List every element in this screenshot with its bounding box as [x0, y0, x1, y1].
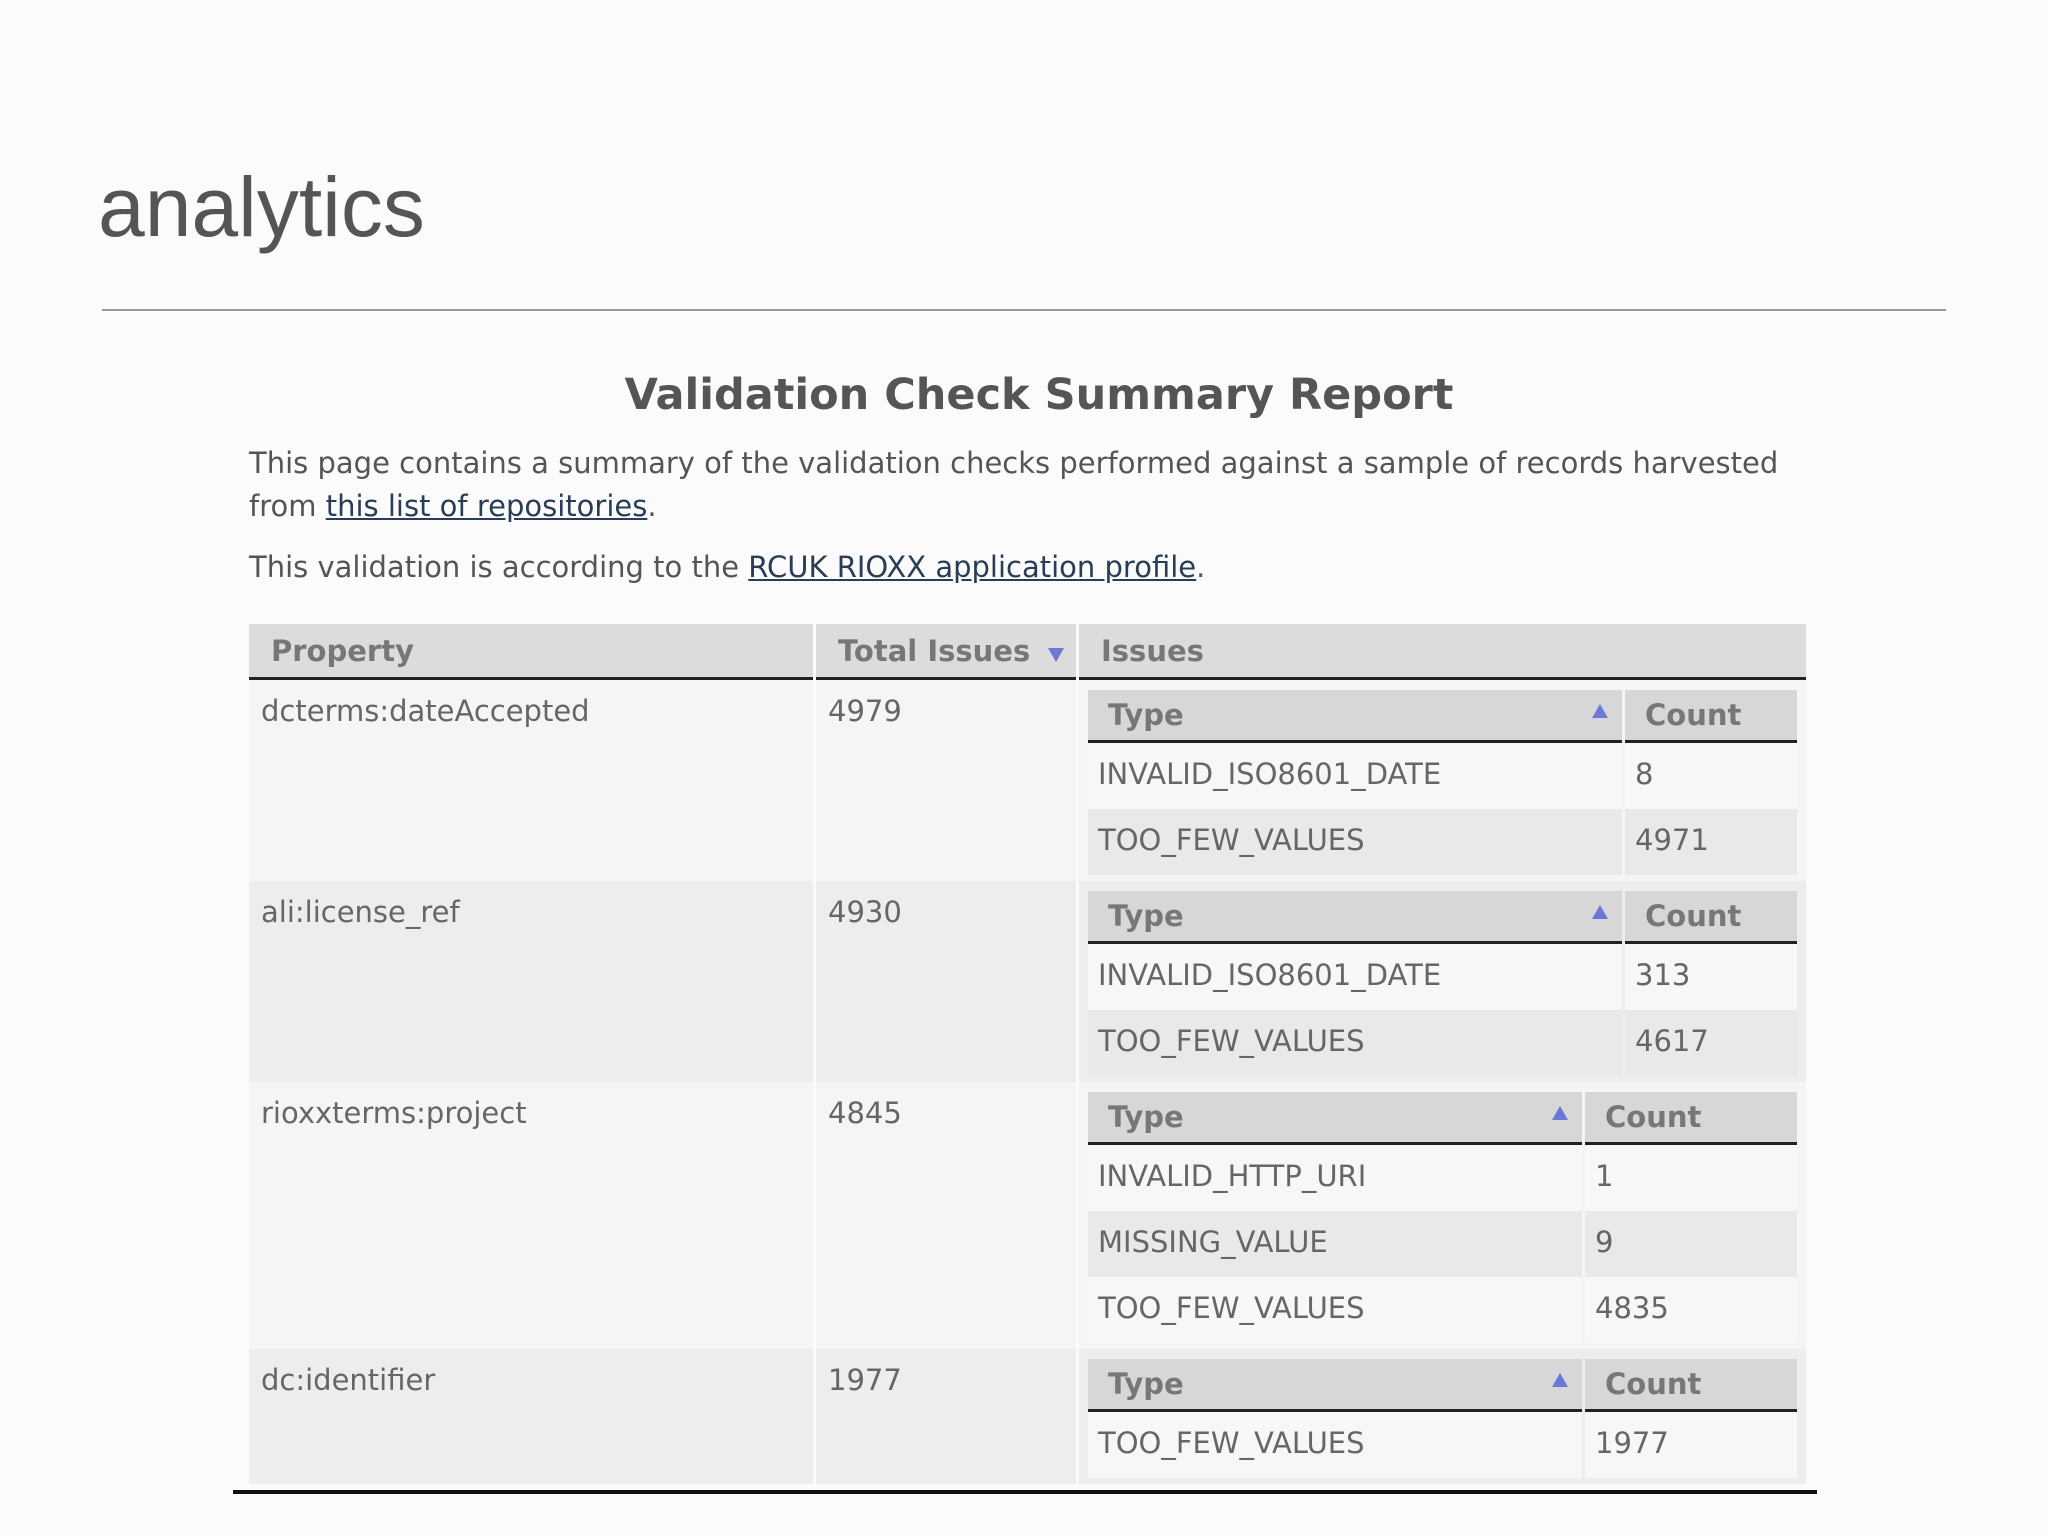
report-content — [249, 370, 1809, 607]
type-label: Type — [1108, 1100, 1184, 1134]
issue-count: 4971 — [1625, 809, 1797, 875]
issue-count: 1977 — [1585, 1412, 1797, 1478]
issue-type: TOO_FEW_VALUES — [1088, 1277, 1582, 1343]
issue-row — [1088, 944, 1797, 1010]
issues-table — [1085, 690, 1800, 875]
type-label: Type — [1108, 698, 1184, 732]
inner-header-count[interactable]: Count — [1625, 891, 1797, 944]
intro-end: . — [647, 489, 657, 523]
sort-descending-icon — [1048, 648, 1064, 662]
issue-type: INVALID_ISO8601_DATE — [1088, 743, 1622, 809]
issue-row — [1088, 1277, 1797, 1343]
issue-row — [1088, 1211, 1797, 1277]
column-header-total-issues[interactable] — [816, 624, 1076, 680]
property-cell: rioxxterms:project — [249, 1082, 813, 1349]
inner-header-type[interactable] — [1088, 690, 1622, 743]
profile-paragraph — [249, 546, 1809, 589]
table-row — [249, 680, 1806, 881]
issue-count: 4617 — [1625, 1010, 1797, 1076]
inner-header-count[interactable]: Count — [1585, 1092, 1797, 1145]
sort-ascending-icon — [1552, 1373, 1568, 1387]
issue-count: 9 — [1585, 1211, 1797, 1277]
sort-ascending-icon — [1592, 905, 1608, 919]
table-row — [249, 1082, 1806, 1349]
intro-paragraph — [249, 442, 1809, 528]
issue-type: TOO_FEW_VALUES — [1088, 1010, 1622, 1076]
issue-row — [1088, 809, 1797, 875]
type-label: Type — [1108, 899, 1184, 933]
total-issues-cell: 4845 — [816, 1082, 1076, 1349]
issues-cell — [1079, 1082, 1806, 1349]
issue-row — [1088, 1145, 1797, 1211]
issue-type: TOO_FEW_VALUES — [1088, 809, 1622, 875]
issue-count: 8 — [1625, 743, 1797, 809]
issue-row — [1088, 743, 1797, 809]
property-cell: dcterms:dateAccepted — [249, 680, 813, 881]
inner-header-count[interactable]: Count — [1585, 1359, 1797, 1412]
repositories-link[interactable]: this list of repositories — [325, 489, 648, 523]
profile-text: This validation is according to the — [249, 550, 749, 584]
table-row — [249, 881, 1806, 1082]
issue-count: 4835 — [1585, 1277, 1797, 1343]
total-issues-cell: 4979 — [816, 680, 1076, 881]
total-issues-label: Total Issues — [838, 633, 1031, 668]
sort-ascending-icon — [1552, 1106, 1568, 1120]
inner-header-type[interactable] — [1088, 891, 1622, 944]
issues-cell — [1079, 680, 1806, 881]
inner-header-type[interactable] — [1088, 1092, 1582, 1145]
issue-type: INVALID_ISO8601_DATE — [1088, 944, 1622, 1010]
property-cell: dc:identifier — [249, 1349, 813, 1484]
inner-header-type[interactable] — [1088, 1359, 1582, 1412]
issues-table — [1085, 1092, 1800, 1343]
summary-table-viewport — [249, 624, 1806, 1490]
total-issues-cell: 4930 — [816, 881, 1076, 1082]
report-heading: Validation Check Summary Report — [624, 370, 1454, 420]
type-label: Type — [1108, 1367, 1184, 1401]
summary-table — [249, 624, 1806, 1484]
rioxx-profile-link[interactable]: RCUK RIOXX application profile — [748, 550, 1197, 584]
issues-table — [1085, 1359, 1800, 1478]
slide-title: analytics — [98, 160, 425, 254]
profile-end: . — [1196, 550, 1206, 584]
issue-count: 1 — [1585, 1145, 1797, 1211]
issues-cell — [1079, 1349, 1806, 1484]
issue-count: 313 — [1625, 944, 1797, 1010]
table-row — [249, 1349, 1806, 1484]
issue-row — [1088, 1010, 1797, 1076]
issue-type: TOO_FEW_VALUES — [1088, 1412, 1582, 1478]
title-divider — [102, 309, 1946, 311]
column-header-issues[interactable]: Issues — [1079, 624, 1806, 680]
total-issues-cell: 1977 — [816, 1349, 1076, 1484]
property-cell: ali:license_ref — [249, 881, 813, 1082]
issue-type: MISSING_VALUE — [1088, 1211, 1582, 1277]
issue-row — [1088, 1412, 1797, 1478]
inner-header-count[interactable]: Count — [1625, 690, 1797, 743]
issues-table — [1085, 891, 1800, 1076]
intro-text: This page contains a summary of the validation checks performed against a sample of records harvested from — [249, 446, 1779, 523]
sort-ascending-icon — [1592, 704, 1608, 718]
issue-type: INVALID_HTTP_URI — [1088, 1145, 1582, 1211]
issues-cell — [1079, 881, 1806, 1082]
column-header-property[interactable]: Property — [249, 624, 813, 680]
bottom-divider — [233, 1490, 1817, 1494]
